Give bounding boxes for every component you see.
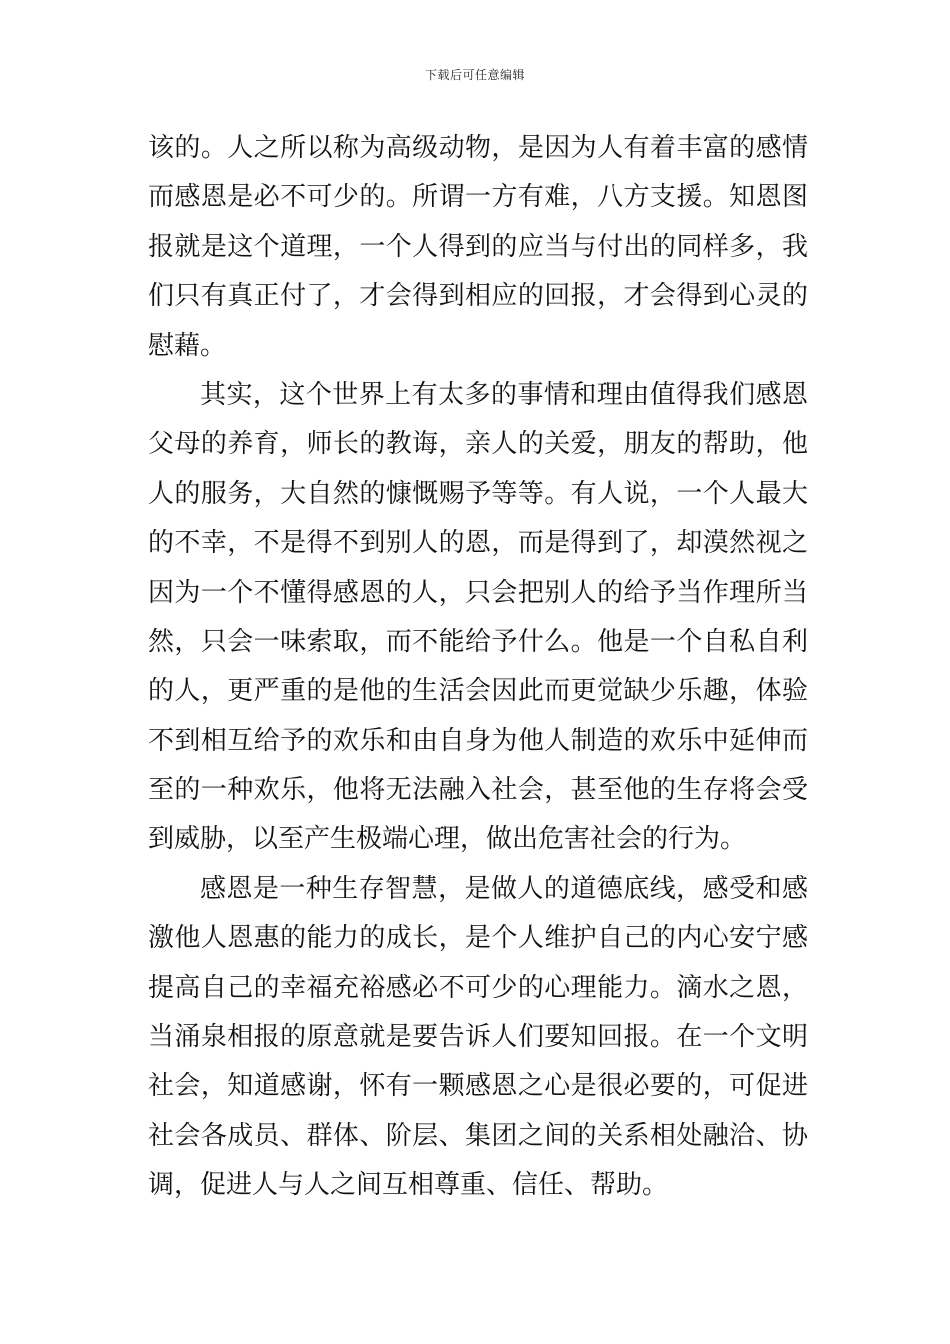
text-line: 社会，知道感谢，怀有一颗感恩之心是很必要的，可促进 [148,1071,808,1102]
page-header-note: 下载后可任意编辑 [424,68,525,82]
text-line: 不到相互给予的欢乐和由自身为他人制造的欢乐中延伸而 [148,725,808,756]
text-line: 该的。人之所以称为高级动物，是因为人有着丰富的感情 [148,133,808,163]
text-line: 然，只会一味索取，而不能给予什么。他是一个自私自利 [148,626,808,657]
text-line: 们只有真正付了，才会得到相应的回报，才会得到心灵的 [148,281,808,312]
document-body [148,124,808,1211]
text-line: 至的一种欢乐，他将无法融入社会，甚至他的生存将会受 [148,775,808,806]
text-line: 调，促进人与人之间互相尊重、信任、帮助。 [148,1170,669,1201]
text-line: 激他人恩惠的能力的成长，是个人维护自己的内心安宁感 [148,923,808,954]
text-line: 当涌泉相报的原意就是要告诉人们要知回报。在一个文明 [148,1022,808,1053]
text-line: 到威胁，以至产生极端心理，做出危害社会的行为。 [148,824,747,855]
text-line: 慰藉。 [148,330,227,361]
text-line: 因为一个不懂得感恩的人，只会把别人的给予当作理所当 [148,577,808,608]
text-line: 社会各成员、群体、阶层、集团之间的关系相处融洽、协 [148,1120,808,1151]
paragraph-first-line: 其实，这个世界上有太多的事情和理由值得我们感恩 [200,379,808,410]
text-line: 报就是这个道理，一个人得到的应当与付出的同样多，我 [148,231,808,262]
text-line: 的人，更严重的是他的生活会因此而更觉缺少乐趣，体验 [148,676,808,707]
text-line: 提高自己的幸福充裕感必不可少的心理能力。滴水之恩， [148,972,808,1003]
text-line: 而感恩是必不可少的。所谓一方有难，八方支援。知恩图 [148,182,808,213]
text-line: 的不幸，不是得不到别人的恩，而是得到了，却漠然视之 [148,528,808,559]
text-line: 父母的养育，师长的教诲，亲人的关爱，朋友的帮助，他 [148,429,808,460]
text-line: 人的服务，大自然的慷慨赐予等等。有人说，一个人最大 [148,478,808,509]
paragraph-first-line: 感恩是一种生存智慧，是做人的道德底线，感受和感 [200,873,808,904]
